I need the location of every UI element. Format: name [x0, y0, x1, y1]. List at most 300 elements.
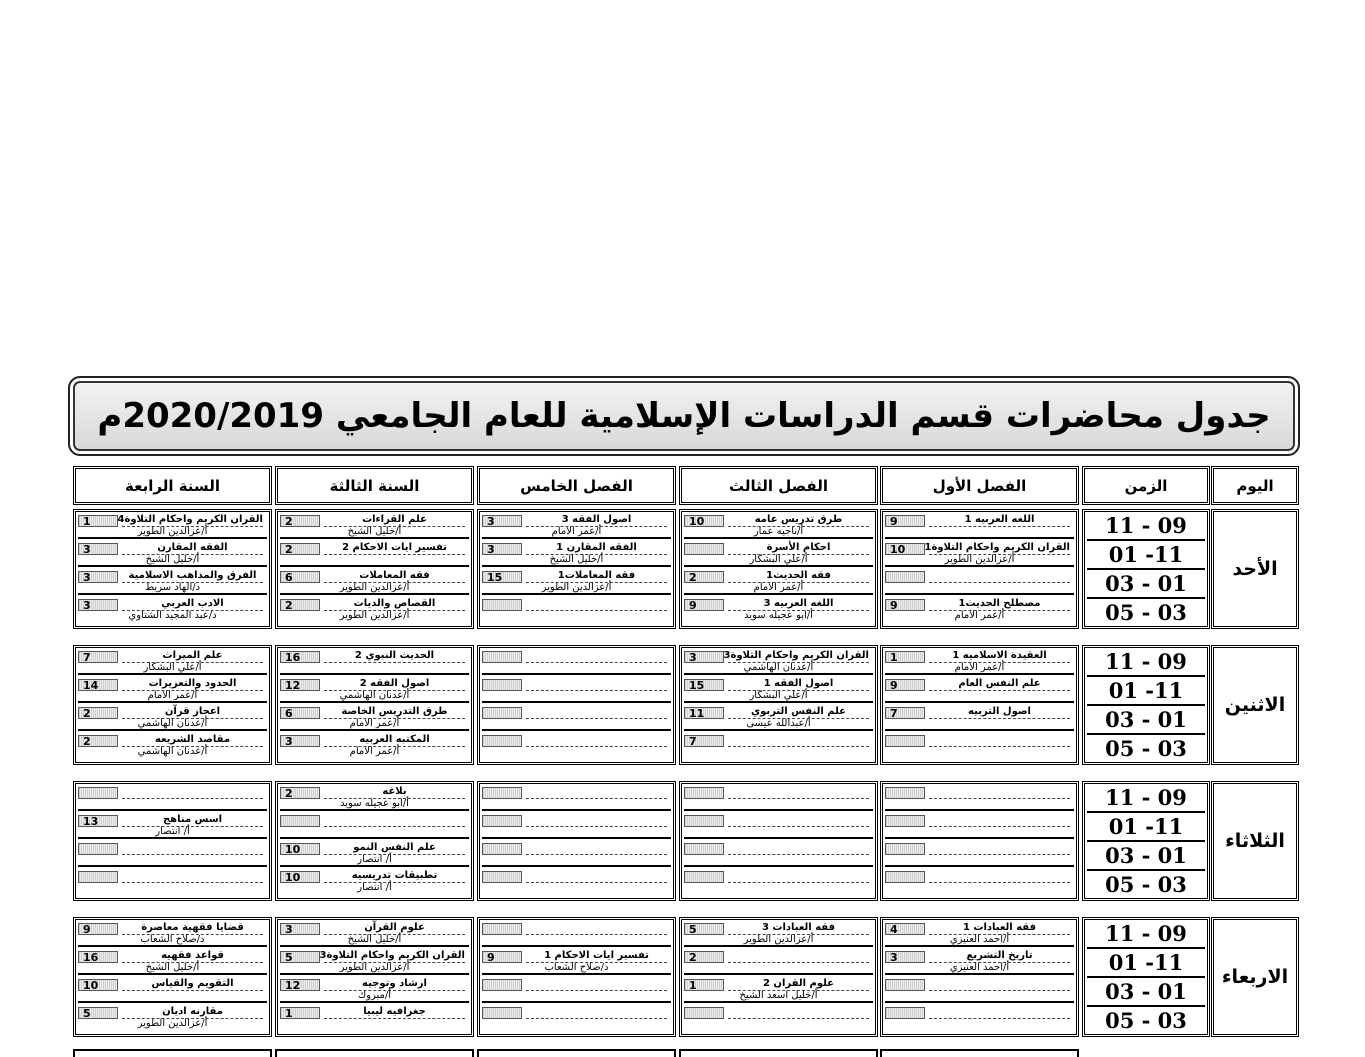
lecture-slot [885, 1006, 1074, 1031]
time-slot: 01 -11 [1087, 813, 1205, 842]
lecture-slot [684, 570, 873, 595]
time-slots [1082, 509, 1210, 629]
subject-name: طرق التدريس الخاصة [324, 706, 465, 719]
teacher-name: أ/عدنان الهاشمي [743, 662, 814, 673]
teacher-name [486, 882, 667, 894]
subject-name: التقويم والقياس [122, 978, 263, 991]
lecture-slot [280, 1006, 469, 1031]
time-slot: 05 - 03 [1105, 736, 1187, 761]
room-number: 10 [885, 543, 925, 555]
room-number: 15 [684, 679, 724, 691]
teacher-name [889, 690, 1070, 702]
subject-name: الحديث النبوي 2 [324, 650, 465, 663]
lecture-slot [885, 706, 1074, 731]
lecture-slot [684, 678, 873, 703]
teacher-name [82, 854, 263, 866]
time-slots [1082, 917, 1210, 1037]
lecture-slot [482, 786, 671, 811]
subject-name: الفقه المقارن [122, 542, 263, 555]
day-3-sem5 [477, 917, 676, 1037]
subject-name: علوم القرآن [324, 922, 465, 935]
room-number: 5 [78, 1007, 118, 1019]
lecture-slot [280, 514, 469, 539]
lecture-slot [482, 514, 671, 539]
room-number: 3 [684, 651, 724, 663]
day-0-sem1 [880, 509, 1079, 629]
day-2-sem5 [477, 781, 676, 901]
teacher-name [688, 962, 869, 974]
teacher-name: أ/علي البشكار [143, 662, 202, 673]
lecture-slot [684, 734, 873, 759]
subject-name: اصول الفقه 1 [728, 678, 869, 691]
teacher-name: أ/عزالدين الطوير [137, 1018, 208, 1029]
room-number: 9 [684, 599, 724, 611]
lecture-slot [78, 734, 267, 759]
teacher-name [889, 526, 1070, 538]
subject-name: علم النفس النمو [324, 842, 465, 855]
teacher-name [82, 798, 263, 810]
teacher-name [486, 798, 667, 810]
lecture-slot [482, 650, 671, 675]
teacher-name: د/عبد المجيد الشتاوي [128, 610, 217, 621]
teacher-name [486, 854, 667, 866]
lecture-slot [885, 814, 1074, 839]
lecture-slot [78, 842, 267, 867]
subject-name: اصول الفقه 3 [526, 514, 667, 527]
room-number: 9 [482, 951, 522, 963]
subject-name: تفسير ايات الاحكام 1 [526, 950, 667, 963]
subject-name: اللغه العربيه 3 [728, 598, 869, 611]
subject-name: اصول التربيه [929, 706, 1070, 719]
subject-name: اللغه العربيه 1 [929, 514, 1070, 527]
teacher-name [688, 1018, 869, 1030]
teacher-name: أ/احمد العنيزي [949, 934, 1010, 945]
page-title: جدول محاضرات قسم الدراسات الإسلامية للعام الجامعي 2020/2019م [97, 396, 1271, 436]
lecture-slot [684, 598, 873, 623]
teacher-name: أ/احمد العنيزي [949, 962, 1010, 973]
day-2-sem1 [880, 781, 1079, 901]
room-number: 6 [280, 571, 320, 583]
lecture-slot [482, 678, 671, 703]
time-slot: 05 - 03 [1105, 600, 1187, 625]
subject-name: تطبيقات تدريسيه [324, 870, 465, 883]
time-slot: 11 - 09 [1087, 512, 1205, 541]
header-time: الزمن [1082, 466, 1210, 505]
lecture-slot [78, 542, 267, 567]
lecture-slot [280, 734, 469, 759]
room-number: 14 [78, 679, 118, 691]
time-slot: 03 - 01 [1087, 570, 1205, 599]
teacher-name [486, 662, 667, 674]
teacher-name: أ/عمر الامام [349, 746, 400, 757]
next-row-edge [880, 1049, 1079, 1057]
lecture-slot [885, 786, 1074, 811]
subject-name: فقه المعاملات [324, 570, 465, 583]
teacher-name: أ/ انتصار [357, 854, 392, 865]
teacher-name: أ/مبروك [357, 990, 392, 1001]
day-2-year3 [275, 781, 474, 901]
time-slot: 03 - 01 [1087, 706, 1205, 735]
room-number: 1 [78, 515, 118, 527]
room-number: 9 [78, 923, 118, 935]
lecture-slot [684, 814, 873, 839]
lecture-slot [885, 734, 1074, 759]
lecture-slot [280, 706, 469, 731]
time-slot: 05 - 03 [1105, 1008, 1187, 1033]
subject-name: الفقه المقارن 1 [526, 542, 667, 555]
teacher-name [284, 662, 465, 674]
teacher-name: أ/خليل الشيخ [549, 554, 604, 565]
lecture-slot [78, 978, 267, 1003]
teacher-name [284, 554, 465, 566]
day-1-sem1 [880, 645, 1079, 765]
room-number: 3 [78, 571, 118, 583]
lecture-slot [78, 922, 267, 947]
lecture-slot [885, 842, 1074, 867]
lecture-slot [482, 734, 671, 759]
subject-name: العقيدة الاسلاميه 1 [929, 650, 1070, 663]
subject-name: فقه الحديث1 [728, 570, 869, 583]
time-slot: 11 - 09 [1087, 648, 1205, 677]
header-sem1: الفصل الأول [880, 466, 1079, 505]
teacher-name: أ/عبدالله عيسى [746, 718, 811, 729]
room-number: 7 [78, 651, 118, 663]
next-row-edge [679, 1049, 878, 1057]
subject-name: قواعد فقهيه [122, 950, 263, 963]
teacher-name [486, 718, 667, 730]
subject-name: مقاصد الشريعه [122, 734, 263, 747]
subject-name: الادب العربي [122, 598, 263, 611]
lecture-slot [280, 922, 469, 947]
teacher-name: أ/عمر الامام [954, 662, 1005, 673]
time-slot: 01 -11 [1087, 949, 1205, 978]
subject-name: علم القراءات [324, 514, 465, 527]
subject-name: احكام الأسرة [728, 542, 869, 555]
teacher-name: أ/ابو عجيله سويد [744, 610, 813, 621]
lecture-slot [280, 842, 469, 867]
teacher-name: أ/علي البشكار [749, 690, 808, 701]
time-slot: 05 - 03 [1105, 872, 1187, 897]
teacher-name [889, 718, 1070, 730]
teacher-name: أ/خليل الشيخ [347, 934, 402, 945]
room-number: 16 [280, 651, 320, 663]
lecture-slot [684, 542, 873, 567]
lecture-slot [482, 570, 671, 595]
subject-name: قضايا فقهية معاصرة [122, 922, 263, 935]
lecture-slot [885, 922, 1074, 947]
teacher-name: أ/ابو عجيله سويد [340, 798, 409, 809]
lecture-slot [885, 678, 1074, 703]
room-number: 2 [78, 707, 118, 719]
lecture-slot [482, 922, 671, 947]
teacher-name: أ/عمر الامام [147, 690, 198, 701]
lecture-slot [885, 598, 1074, 623]
room-number: 16 [78, 951, 118, 963]
header-year4: السنة الرابعة [73, 466, 272, 505]
teacher-name: أ/عمر الامام [349, 718, 400, 729]
teacher-name: د/صلاح الشعاب [140, 934, 205, 945]
room-number: 3 [482, 543, 522, 555]
lecture-slot [482, 950, 671, 975]
lecture-slot [280, 598, 469, 623]
day-0-year4 [73, 509, 272, 629]
room-number: 7 [885, 707, 925, 719]
teacher-name: د/صلاح الشعاب [544, 962, 609, 973]
teacher-name [284, 826, 465, 838]
teacher-name [889, 990, 1070, 1002]
teacher-name [486, 1018, 667, 1030]
room-number: 5 [684, 923, 724, 935]
teacher-name [82, 882, 263, 894]
subject-name: تفسير ايات الاحكام 2 [324, 542, 465, 555]
lecture-slot [78, 1006, 267, 1031]
teacher-name: أ/عزالدين الطوير [743, 934, 814, 945]
teacher-name [889, 1018, 1070, 1030]
teacher-name [486, 826, 667, 838]
day-1-year4 [73, 645, 272, 765]
teacher-name: أ/عزالدين الطوير [541, 582, 612, 593]
teacher-name [486, 934, 667, 946]
day-label: الأحد [1211, 509, 1299, 629]
lecture-slot [78, 678, 267, 703]
teacher-name [82, 990, 263, 1002]
subject-name: مصطلح الحديث1 [929, 598, 1070, 611]
teacher-name [688, 746, 869, 758]
lecture-slot [280, 570, 469, 595]
header-day: اليوم [1211, 466, 1299, 505]
subject-name: جغرافيه ليبيا [324, 1006, 465, 1019]
lecture-slot [482, 842, 671, 867]
teacher-name: أ/خليل الشيخ [347, 526, 402, 537]
lecture-slot [482, 706, 671, 731]
subject-name: بلاغه [324, 786, 465, 799]
lecture-slot [482, 870, 671, 895]
time-slots [1082, 781, 1210, 901]
day-1-sem3 [679, 645, 878, 765]
room-number: 2 [684, 571, 724, 583]
lecture-slot [684, 842, 873, 867]
next-row-edge [73, 1049, 272, 1057]
lecture-slot [280, 950, 469, 975]
teacher-name [889, 746, 1070, 758]
room-number: 1 [684, 979, 724, 991]
teacher-name: أ/عمر الامام [753, 582, 804, 593]
day-3-sem3 [679, 917, 878, 1037]
lecture-slot [78, 598, 267, 623]
teacher-name [688, 798, 869, 810]
lecture-slot [280, 786, 469, 811]
time-slot: 01 -11 [1087, 677, 1205, 706]
day-1-year3 [275, 645, 474, 765]
room-number: 12 [280, 679, 320, 691]
teacher-name: أ/عزالدين الطوير [944, 554, 1015, 565]
lecture-slot [482, 1006, 671, 1031]
subject-name: القران الكريم واحكام التلاوة3 [319, 950, 465, 961]
lecture-slot [885, 514, 1074, 539]
room-number: 9 [885, 515, 925, 527]
room-number: 3 [280, 923, 320, 935]
teacher-name: أ/خليل اسعد الشيخ [739, 990, 818, 1001]
lecture-slot [684, 922, 873, 947]
lecture-slot [482, 814, 671, 839]
lecture-slot [280, 814, 469, 839]
room-number: 11 [684, 707, 724, 719]
teacher-name [284, 1018, 465, 1030]
teacher-name [889, 798, 1070, 810]
subject-name: القران الكريم واحكام التلاوة4 [117, 514, 263, 525]
teacher-name [486, 746, 667, 758]
lecture-slot [684, 978, 873, 1003]
teacher-name: أ/عمر الامام [954, 610, 1005, 621]
lecture-slot [885, 978, 1074, 1003]
teacher-name [688, 826, 869, 838]
lecture-slot [482, 542, 671, 567]
room-number: 9 [885, 599, 925, 611]
teacher-name: أ/عدنان الهاشمي [137, 718, 208, 729]
lecture-slot [885, 570, 1074, 595]
room-number: 10 [280, 871, 320, 883]
room-number: 3 [482, 515, 522, 527]
lecture-slot [684, 1006, 873, 1031]
teacher-name: أ/عمر الامام [551, 526, 602, 537]
time-slots [1082, 645, 1210, 765]
teacher-name: أ/عزالدين الطوير [137, 526, 208, 537]
day-0-sem3 [679, 509, 878, 629]
day-label: الاثنين [1211, 645, 1299, 765]
teacher-name [486, 610, 667, 622]
teacher-name: أ/عزالدين الطوير [339, 610, 410, 621]
lecture-slot [885, 650, 1074, 675]
teacher-name: د/الهاد سريط [144, 582, 201, 593]
day-3-sem1 [880, 917, 1079, 1037]
header-sem3: الفصل الثالث [679, 466, 878, 505]
subject-name: علم النفس التربوي [728, 706, 869, 719]
subject-name: القران الكريم واحكام التلاوة1 [924, 542, 1070, 553]
room-number: 10 [78, 979, 118, 991]
lecture-slot [78, 786, 267, 811]
room-number: 3 [78, 599, 118, 611]
day-2-year4 [73, 781, 272, 901]
day-3-year3 [275, 917, 474, 1037]
header-year3: السنة الثالثة [275, 466, 474, 505]
next-row-edge [275, 1049, 474, 1057]
subject-name: فقه المعاملات1 [526, 570, 667, 583]
time-slot: 03 - 01 [1087, 842, 1205, 871]
room-number: 3 [280, 735, 320, 747]
subject-name: مقارنه اديان [122, 1006, 263, 1019]
lecture-slot [482, 598, 671, 623]
lecture-slot [280, 678, 469, 703]
lecture-slot [684, 786, 873, 811]
lecture-slot [78, 706, 267, 731]
subject-name: القصاص والديات [324, 598, 465, 611]
teacher-name: أ/عزالدين الطوير [339, 582, 410, 593]
room-number: 4 [885, 923, 925, 935]
teacher-name [889, 882, 1070, 894]
day-0-year3 [275, 509, 474, 629]
next-row-edge [477, 1049, 676, 1057]
room-number: 10 [684, 515, 724, 527]
room-number: 2 [280, 787, 320, 799]
day-0-sem5 [477, 509, 676, 629]
room-number: 2 [684, 951, 724, 963]
lecture-slot [280, 978, 469, 1003]
time-slot: 11 - 09 [1087, 784, 1205, 813]
lecture-slot [78, 650, 267, 675]
subject-name: القران الكريم واحكام التلاوة3 [723, 650, 869, 661]
room-number: 2 [280, 599, 320, 611]
teacher-name [889, 826, 1070, 838]
room-number: 12 [280, 979, 320, 991]
lecture-slot [78, 570, 267, 595]
header-sem5: الفصل الخامس [477, 466, 676, 505]
room-number: 10 [280, 843, 320, 855]
room-number: 1 [885, 651, 925, 663]
day-label: الاربعاء [1211, 917, 1299, 1037]
room-number: 7 [684, 735, 724, 747]
lecture-slot [280, 870, 469, 895]
teacher-name: أ/عدنان الهاشمي [339, 690, 410, 701]
subject-name: علوم القران 2 [728, 978, 869, 991]
lecture-slot [482, 978, 671, 1003]
lecture-slot [885, 542, 1074, 567]
room-number: 2 [280, 515, 320, 527]
day-label: الثلاثاء [1211, 781, 1299, 901]
day-2-sem3 [679, 781, 878, 901]
teacher-name [889, 854, 1070, 866]
subject-name: الفرق والمذاهب الاسلامية [122, 570, 263, 583]
title-banner [68, 376, 1300, 456]
time-slot: 03 - 01 [1087, 978, 1205, 1007]
room-number: 3 [78, 543, 118, 555]
lecture-slot [684, 950, 873, 975]
subject-name: فقه العبادات 3 [728, 922, 869, 935]
teacher-name: أ/خليل الشيخ [145, 962, 200, 973]
room-number: 6 [280, 707, 320, 719]
room-number: 1 [280, 1007, 320, 1019]
room-number: 2 [78, 735, 118, 747]
teacher-name: أ/خليل الشيخ [145, 554, 200, 565]
subject-name: اعجاز قرآن [122, 706, 263, 719]
room-number: 3 [885, 951, 925, 963]
room-number: 15 [482, 571, 522, 583]
teacher-name: أ/ناجيه عمار [753, 526, 804, 537]
subject-name: علم النفس العام [929, 678, 1070, 691]
lecture-slot [885, 950, 1074, 975]
subject-name: علم الميراث [122, 650, 263, 663]
lecture-slot [78, 950, 267, 975]
subject-name: ارشاد وتوجيه [324, 978, 465, 991]
lecture-slot [78, 814, 267, 839]
lecture-slot [78, 514, 267, 539]
lecture-slot [885, 870, 1074, 895]
lecture-slot [684, 650, 873, 675]
subject-name: اسس مناهج [122, 814, 263, 827]
room-number: 9 [885, 679, 925, 691]
time-slot: 01 -11 [1087, 541, 1205, 570]
teacher-name [688, 854, 869, 866]
time-slot: 11 - 09 [1087, 920, 1205, 949]
subject-name: اصول الفقه 2 [324, 678, 465, 691]
subject-name: فقه العبادات 1 [929, 922, 1070, 935]
teacher-name: أ/علي البشكار [749, 554, 808, 565]
teacher-name [889, 582, 1070, 594]
subject-name: المكتبه العربيه [324, 734, 465, 747]
teacher-name [486, 690, 667, 702]
lecture-slot [280, 650, 469, 675]
lecture-slot [684, 870, 873, 895]
subject-name: الحدود والتعزيرات [122, 678, 263, 691]
